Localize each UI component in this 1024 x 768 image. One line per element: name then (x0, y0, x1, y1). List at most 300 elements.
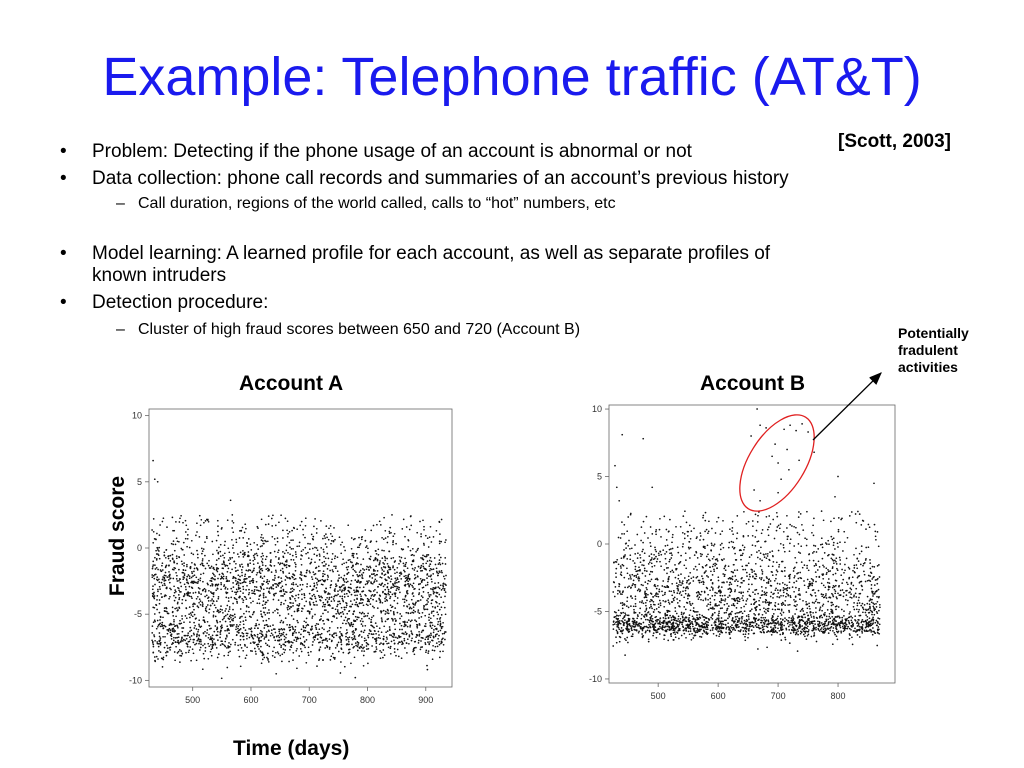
data-point (775, 630, 777, 632)
data-point (839, 625, 841, 627)
data-point (214, 575, 216, 577)
data-point (727, 618, 729, 620)
data-point (211, 566, 213, 568)
data-point (337, 604, 339, 606)
data-point (762, 629, 764, 631)
data-point (167, 556, 169, 558)
data-point (286, 591, 288, 593)
data-point (205, 520, 207, 522)
data-point (411, 564, 413, 566)
data-point (408, 604, 410, 606)
data-point (268, 630, 270, 632)
data-point (719, 623, 721, 625)
data-point (206, 563, 208, 565)
data-point (196, 628, 198, 630)
data-point (685, 637, 687, 639)
data-point (225, 591, 227, 593)
data-point (847, 626, 849, 628)
data-point (225, 638, 227, 640)
data-point (648, 611, 650, 613)
data-point (384, 654, 386, 656)
data-point (185, 586, 187, 588)
data-point (187, 595, 189, 597)
data-point (421, 631, 423, 633)
data-point (436, 629, 438, 631)
data-point (272, 650, 274, 652)
data-point (186, 643, 188, 645)
data-point (202, 603, 204, 605)
data-point (320, 615, 322, 617)
data-point (615, 616, 617, 618)
data-point (848, 613, 850, 615)
data-point (286, 607, 288, 609)
data-point (443, 601, 445, 603)
data-point (875, 579, 877, 581)
data-point (378, 631, 380, 633)
data-point (277, 541, 279, 543)
data-point (432, 658, 434, 660)
data-point (368, 633, 370, 635)
data-point (180, 641, 182, 643)
data-point (213, 614, 215, 616)
data-point (165, 572, 167, 574)
data-point (382, 592, 384, 594)
data-point (217, 571, 219, 573)
data-point (772, 620, 774, 622)
data-point (250, 602, 252, 604)
data-point (316, 584, 318, 586)
data-point (437, 614, 439, 616)
data-point (319, 641, 321, 643)
data-point (204, 541, 206, 543)
data-point (296, 648, 298, 650)
data-point (815, 612, 817, 614)
data-point (374, 578, 376, 580)
data-point (269, 588, 271, 590)
data-point (433, 610, 435, 612)
data-point (436, 567, 438, 569)
data-point (409, 626, 411, 628)
data-point (211, 577, 213, 579)
data-point (841, 617, 843, 619)
data-point (408, 585, 410, 587)
data-point (357, 650, 359, 652)
data-point (788, 629, 790, 631)
data-point (331, 580, 333, 582)
data-point (383, 538, 385, 540)
data-point (381, 557, 383, 559)
data-point (289, 546, 291, 548)
data-point (259, 570, 261, 572)
data-point (245, 629, 247, 631)
data-point (654, 609, 656, 611)
data-point (833, 585, 835, 587)
data-point (260, 568, 262, 570)
data-point (317, 623, 319, 625)
data-point (728, 613, 730, 615)
data-point (787, 594, 789, 596)
data-point (220, 584, 222, 586)
data-point (248, 556, 250, 558)
data-point (281, 620, 283, 622)
data-point (345, 617, 347, 619)
data-point (433, 536, 435, 538)
data-point (780, 612, 782, 614)
data-point (707, 624, 709, 626)
data-point (344, 588, 346, 590)
data-point (431, 578, 433, 580)
data-point (660, 623, 662, 625)
data-point (426, 600, 428, 602)
data-point (779, 634, 781, 636)
data-point (248, 592, 250, 594)
data-point (441, 614, 443, 616)
data-point (397, 578, 399, 580)
data-point (221, 563, 223, 565)
data-point (242, 537, 244, 539)
data-point (701, 615, 703, 617)
data-point (152, 566, 154, 568)
data-point (250, 642, 252, 644)
data-point (692, 580, 694, 582)
data-point (329, 638, 331, 640)
data-point (314, 585, 316, 587)
data-point (153, 621, 155, 623)
data-point (356, 574, 358, 576)
data-point (291, 626, 293, 628)
data-point (364, 529, 366, 531)
data-point (366, 566, 368, 568)
data-point (685, 616, 687, 618)
data-point (290, 539, 292, 541)
data-point (196, 531, 198, 533)
data-point (333, 565, 335, 567)
data-point (198, 639, 200, 641)
data-point (652, 626, 654, 628)
data-point (369, 590, 371, 592)
data-point (251, 571, 253, 573)
data-point (213, 616, 215, 618)
data-point (436, 592, 438, 594)
data-point (385, 621, 387, 623)
data-point (719, 633, 721, 635)
data-point (309, 570, 311, 572)
data-point (865, 612, 867, 614)
data-point (727, 622, 729, 624)
data-point (210, 628, 212, 630)
data-point (397, 637, 399, 639)
data-point (429, 624, 431, 626)
data-point (231, 520, 233, 522)
data-point (310, 651, 312, 653)
data-point (861, 630, 863, 632)
data-point (390, 646, 392, 648)
data-point (414, 619, 416, 621)
data-point (706, 575, 708, 577)
data-point (159, 534, 161, 536)
data-point (221, 643, 223, 645)
data-point (349, 559, 351, 561)
data-point (154, 621, 156, 623)
data-point (618, 628, 620, 630)
data-point (712, 629, 714, 631)
data-point (202, 668, 204, 670)
data-point (330, 543, 332, 545)
data-point (873, 614, 875, 616)
data-point (788, 621, 790, 623)
data-point (340, 577, 342, 579)
data-point (256, 572, 258, 574)
data-point (777, 615, 779, 617)
data-point (181, 603, 183, 605)
data-point (327, 579, 329, 581)
data-point (798, 590, 800, 592)
data-point (223, 576, 225, 578)
data-point (248, 628, 250, 630)
data-point (858, 611, 860, 613)
data-point (260, 575, 262, 577)
data-point (367, 613, 369, 615)
data-point (325, 638, 327, 640)
data-point (367, 552, 369, 554)
data-point (377, 559, 379, 561)
data-point (419, 583, 421, 585)
data-point (215, 644, 217, 646)
data-point (233, 586, 235, 588)
data-point (862, 565, 864, 567)
data-point (718, 580, 720, 582)
data-point (348, 559, 350, 561)
data-point (328, 539, 330, 541)
data-point (363, 631, 365, 633)
data-point (295, 553, 297, 555)
data-point (338, 651, 340, 653)
data-point (780, 628, 782, 630)
data-point (390, 575, 392, 577)
data-point (227, 628, 229, 630)
data-point (428, 546, 430, 548)
data-point (163, 517, 165, 519)
data-point (373, 525, 375, 527)
data-point (245, 528, 247, 530)
data-point (858, 600, 860, 602)
data-point (185, 569, 187, 571)
data-point (417, 624, 419, 626)
data-point (193, 634, 195, 636)
data-point (370, 598, 372, 600)
data-point (228, 632, 230, 634)
data-point (231, 527, 233, 529)
data-point (368, 580, 370, 582)
data-point (304, 547, 306, 549)
data-point (348, 643, 350, 645)
data-point (236, 631, 238, 633)
plot-frame (149, 409, 452, 687)
data-point (316, 590, 318, 592)
data-point (373, 560, 375, 562)
data-point (319, 570, 321, 572)
data-point (639, 623, 641, 625)
data-point (239, 617, 241, 619)
data-point (198, 591, 200, 593)
data-point (703, 627, 705, 629)
data-point (805, 631, 807, 633)
data-point (158, 646, 160, 648)
data-point (807, 607, 809, 609)
data-point (843, 596, 845, 598)
data-point (711, 595, 713, 597)
data-point (405, 575, 407, 577)
data-point (337, 570, 339, 572)
data-point (768, 608, 770, 610)
data-point (846, 628, 848, 630)
data-point (620, 602, 622, 604)
data-point (390, 591, 392, 593)
data-point (265, 607, 267, 609)
data-point (299, 590, 301, 592)
data-point (806, 567, 808, 569)
data-point (162, 521, 164, 523)
data-point (164, 584, 166, 586)
data-point (808, 629, 810, 631)
bullet-marker: • (60, 141, 67, 162)
data-point (242, 527, 244, 529)
data-point (278, 599, 280, 601)
data-point (735, 613, 737, 615)
data-point (259, 632, 261, 634)
data-point (271, 632, 273, 634)
data-point (392, 567, 394, 569)
data-point (342, 601, 344, 603)
data-point (662, 580, 664, 582)
data-point (798, 627, 800, 629)
data-point (407, 626, 409, 628)
data-point (411, 637, 413, 639)
data-point (877, 626, 879, 628)
data-point (200, 564, 202, 566)
data-point (292, 605, 294, 607)
data-point (296, 528, 298, 530)
data-point (303, 636, 305, 638)
data-point (431, 612, 433, 614)
data-point (834, 634, 836, 636)
data-point (743, 630, 745, 632)
data-point (179, 597, 181, 599)
data-point (811, 616, 813, 618)
data-point (694, 611, 696, 613)
data-point (235, 580, 237, 582)
data-point (673, 632, 675, 634)
data-point (406, 621, 408, 623)
data-point (352, 633, 354, 635)
data-point (401, 573, 403, 575)
data-point (344, 666, 346, 668)
data-point (360, 564, 362, 566)
data-point (760, 622, 762, 624)
data-point (635, 605, 637, 607)
data-point (295, 595, 297, 597)
data-point (726, 603, 728, 605)
data-point (715, 621, 717, 623)
data-point (775, 574, 777, 576)
data-point (337, 612, 339, 614)
data-point (418, 600, 420, 602)
data-point (214, 579, 216, 581)
data-point (323, 561, 325, 563)
data-point (159, 619, 161, 621)
data-point (298, 605, 300, 607)
data-point (782, 595, 784, 597)
slide-title: Example: Telephone traffic (AT&T) (102, 47, 922, 107)
data-point (401, 615, 403, 617)
data-point (725, 632, 727, 634)
data-point (767, 623, 769, 625)
data-point (844, 626, 846, 628)
data-point (416, 532, 418, 534)
data-point (390, 569, 392, 571)
data-point (421, 646, 423, 648)
data-point (363, 650, 365, 652)
data-point (339, 603, 341, 605)
data-point (305, 627, 307, 629)
annotation-line: Potentially (898, 325, 969, 341)
data-point (746, 628, 748, 630)
data-point (294, 631, 296, 633)
data-point (442, 633, 444, 635)
data-point (319, 553, 321, 555)
data-point (152, 593, 154, 595)
data-point (346, 620, 348, 622)
data-point (156, 641, 158, 643)
data-point (672, 601, 674, 603)
data-point (393, 640, 395, 642)
data-point (760, 617, 762, 619)
data-point (253, 580, 255, 582)
data-point (351, 624, 353, 626)
data-point (242, 553, 244, 555)
data-point (367, 598, 369, 600)
data-point (247, 563, 249, 565)
data-point (835, 620, 837, 622)
data-point (419, 635, 421, 637)
data-point (245, 619, 247, 621)
data-point (242, 620, 244, 622)
data-point (158, 650, 160, 652)
data-point (808, 634, 810, 636)
data-point (151, 639, 153, 641)
data-point (157, 591, 159, 593)
data-point (395, 655, 397, 657)
data-point (254, 642, 256, 644)
data-point (162, 659, 164, 661)
data-point (349, 625, 351, 627)
data-point (224, 630, 226, 632)
data-point (278, 631, 280, 633)
data-point (415, 636, 417, 638)
data-point (220, 633, 222, 635)
data-point (842, 626, 844, 628)
data-point (433, 591, 435, 593)
data-point (752, 591, 754, 593)
data-point (423, 586, 425, 588)
data-point (230, 499, 232, 501)
data-point (381, 572, 383, 574)
data-point (265, 620, 267, 622)
data-point (325, 588, 327, 590)
data-points (612, 408, 880, 656)
data-point (254, 558, 256, 560)
data-point (410, 550, 412, 552)
